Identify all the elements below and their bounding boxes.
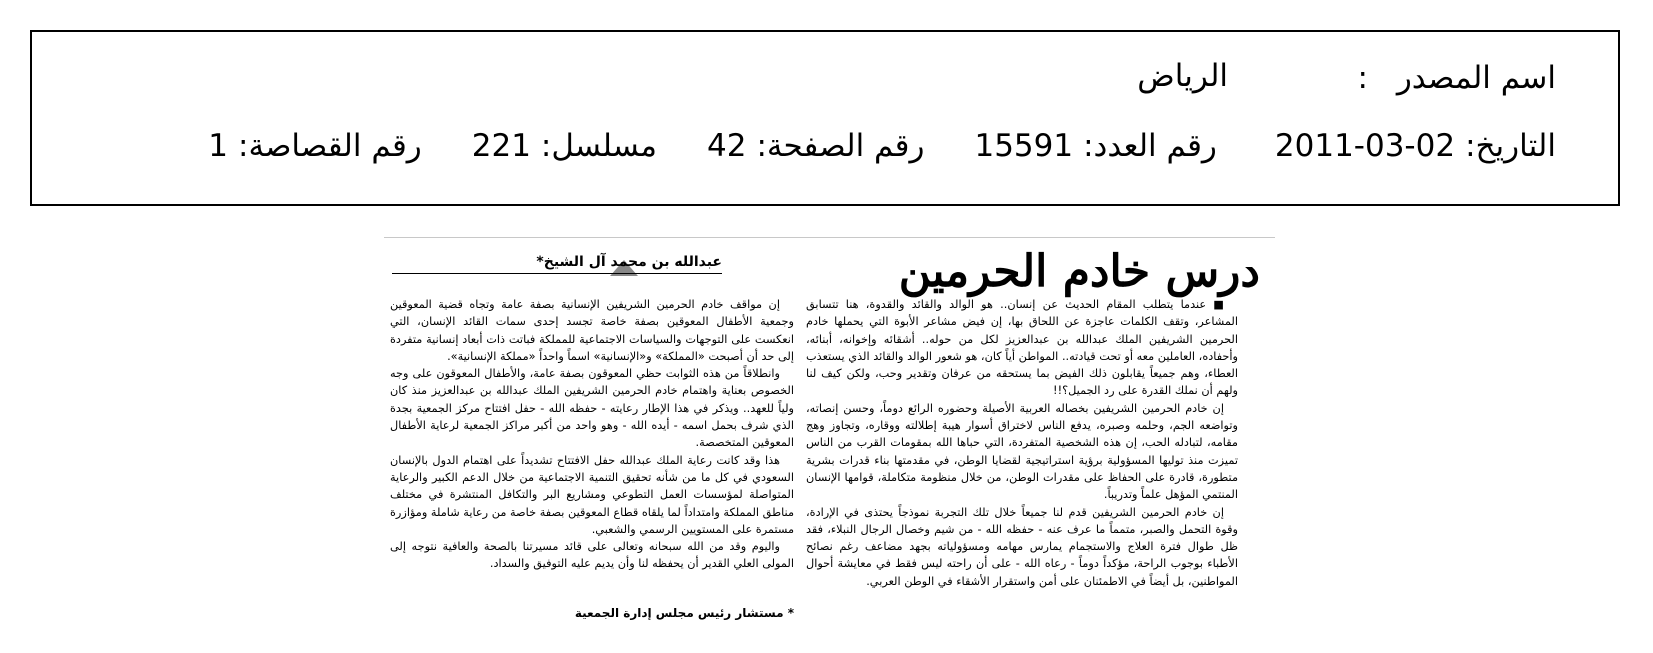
newspaper-clipping [384,237,1275,634]
source-info-box [30,30,1620,206]
issue-value: 15591 [974,128,1074,164]
article-column-left [390,296,794,586]
article-author: عبدالله بن محمد آل الشيخ* [392,254,722,274]
serial-label: مسلسل: [540,128,658,164]
paragraph: وانطلاقاً من هذه الثوابت حظي المعوقون بصفة عامة، والأطفال المعوقون على وجه الخصوص بعناية واهتمام خادم الحرمين الشريفين الملك عبدالله بن عبدالعزيز منذ كان ولياً للعهد.. ويذكر في هذا الإطار رعايته - حفظه الله - حفل افتتاح مركز الجمعية بجدة الذي شرف بحمل اسمه - أيده الله - وهو واحد من أكبر مراكز الجمعية لرعاية الأطفال المعوقين المتخصصة. [390,367,794,450]
clip-value: 1 [208,128,229,164]
article-column-right [806,296,1238,634]
paragraph: هذا وقد كانت رعاية الملك عبدالله حفل الافتتاح تشديداً على اهتمام الدول بالإنسان السعودي في كل ما من شأنه تحقيق التنمية الاجتماعية من خلال الدعم الكبير والرعاية المتواصلة لمؤسسات العمل التطوعي ومشاريع البر والتكافل المنتشرة في مختلف مناطق المملكة وامتداداً لما يلقاه قطاع المعوقين بصفة خاصة من رعاية شاملة ومؤازرة مستمرة على المستويين الرسمي والشعبي. [390,453,794,536]
article-title: درس خادم الحرمين [898,246,1260,297]
issue-label: رقم العدد: [1083,128,1217,164]
paragraph: واليوم وقد من الله سبحانه وتعالى على قائد مسيرتنا بالصحة والعافية نتوجه إلى المولى العلي القدير أن يحفظه لنا وأن يديم عليه التوفيق والسداد. [390,540,794,571]
serial-value: 221 [471,128,531,164]
clip-label: رقم القصاصة: [238,128,422,164]
paragraph: إن مواقف خادم الحرمين الشريفين الإنسانية بصفة عامة وتجاه قضية المعوقين وجمعية الأطفال المعوقين بصفة خاصة تجسد إحدى سمات القائد الإنسان، التي انعكست على التوجهات والسياسات الاجتماعية للمملكة فباتت ذات أبعاد إنسانية متفردة إلى حد أن أصبحت «المملكة» و«الإنسانية» اسماً واحداً «مملكة الإنسانية». [390,298,794,363]
page-label: رقم الصفحة: [756,128,925,164]
date-value: 2011-03-02 [1274,128,1456,164]
page-value: 42 [707,128,747,164]
paragraph: إن خادم الحرمين الشريفين بخصاله العربية الأصيلة وحضوره الرائع دوماً، وحسن إنصاته، وتواضعه الجم، وحلمه وصبره، يدفع الناس لاختراق أسوار هيبة إطلالته ووقاره، وتجاوز وهج مقامه، لتبادله الحب، إن هذه الشخصية المتفردة، التي حباها الله بمقومات القرب من الناس تميزت منذ توليها المسؤولية برؤية استراتيجية لقضايا الوطن، في مقدمتها بناء قدرات بشرية متطورة، قادرة على الحفاظ على مقدرات الوطن، من خلال منظومة متكاملة، قوامها الإنسان المنتمي المؤهل علماً وتدريباً. [806,401,1238,502]
meta-row [208,128,1556,164]
source-colon: : [1357,60,1368,96]
paragraph: ■ عندما يتطلب المقام الحديث عن إنسان.. هو الوالد والقائد والقدوة، هنا تتسابق المشاعر، وتقف الكلمات عاجزة عن اللحاق بها، إن فيض مشاعر الأبوة التي يحملها خادم الحرمين الشريفين الملك عبدالله بن عبدالعزيز لكل من حوله.. أشقائه وإخوانه، أبنائه، وأحفاده، العاملين معه أو تحت قيادته.. المواطن أياً كان، هو شعور الوالد والقائد الذي يستعذب العطاء، وهم جميعاً يقابلون ذلك الفيض بما يستحقه من عرفان وتقدير وحب، ولكن كيف لنا ولهم أن نملك القدرة على رد الجميل؟!! [806,298,1238,398]
source-label: اسم المصدر [1396,60,1556,96]
date-label: التاريخ: [1465,128,1556,164]
paragraph: إن خادم الحرمين الشريفين قدم لنا جميعاً خلال تلك التجربة نموذجاً يحتذى في الإرادة، وقوة التحمل والصبر، متمماً ما عرف عنه - حفظه الله - من شيم وخصال الرجال النبلاء، فقد ظل طوال فترة العلاج والاستجمام يمارس مهامه ومسؤولياته بجهد مضاعف رغم نصائح الأطباء بوجوب الراحة، مؤكداً دوماً - رعاه الله - على أن راحته ليس فقط في معايشة أحوال المواطنين، بل أيضاً في الاطمئنان على أمن واستقرار الأشقاء في الوطن العربي. [806,505,1238,588]
author-footnote: * مستشار رئيس مجلس إدارة الجمعية [574,606,794,620]
source-value: الرياض [1137,58,1228,94]
